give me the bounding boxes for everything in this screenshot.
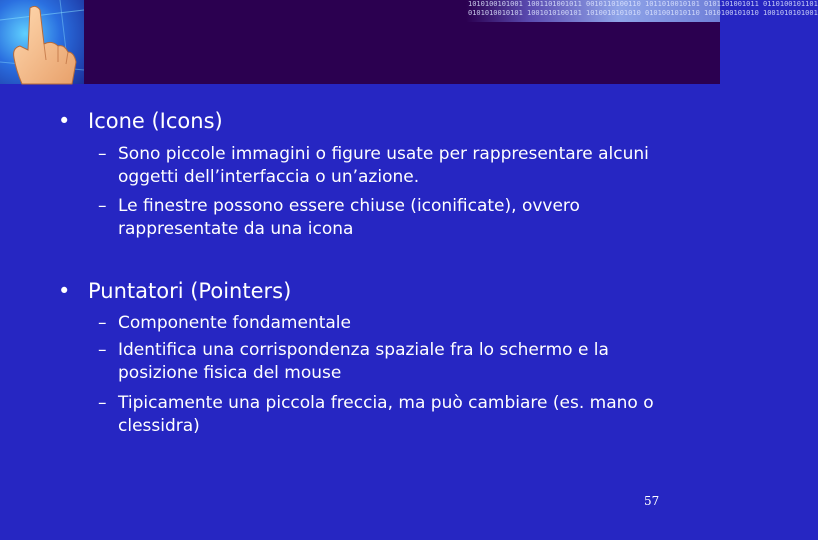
list-item-text: Sono piccole immagini o figure usate per rappresentare alcuni oggetti dell’interfaccia o un’azione. bbox=[118, 144, 649, 187]
dash-marker: – bbox=[98, 313, 107, 333]
list-item bbox=[98, 195, 678, 241]
list-item bbox=[98, 143, 678, 189]
dash-marker: – bbox=[98, 340, 107, 360]
bullet-marker: • bbox=[58, 109, 71, 133]
section-title: Icone (Icons) bbox=[88, 109, 223, 133]
list-item-text: Identifica una corrispondenza spaziale fra lo schermo e la posizione fisica del mouse bbox=[118, 340, 609, 383]
section-icons-heading bbox=[58, 108, 223, 134]
list-item-text: Le finestre possono essere chiuse (iconificate), ovvero rappresentate da una icona bbox=[118, 196, 580, 239]
list-item bbox=[98, 339, 678, 385]
list-item bbox=[98, 312, 678, 335]
page-number: 57 bbox=[644, 494, 660, 508]
section-pointers-heading bbox=[58, 278, 291, 304]
binary-row: 0101010010101 1001010100101 1010010101010 0101001010110 1010100101010 1001010101001 bbox=[468, 9, 818, 17]
dash-marker: – bbox=[98, 196, 107, 216]
binary-row: 1010100101001 1001101001011 0010110100110 1011010010101 0101101001011 0110100101101 bbox=[468, 0, 818, 8]
dash-marker: – bbox=[98, 393, 107, 413]
section-title: Puntatori (Pointers) bbox=[88, 279, 292, 303]
list-item bbox=[98, 392, 678, 438]
dash-marker: – bbox=[98, 144, 107, 164]
list-item-text: Tipicamente una piccola freccia, ma può cambiare (es. mano o clessidra) bbox=[118, 393, 654, 436]
list-item-text: Componente fondamentale bbox=[118, 313, 351, 333]
bullet-marker: • bbox=[58, 279, 71, 303]
